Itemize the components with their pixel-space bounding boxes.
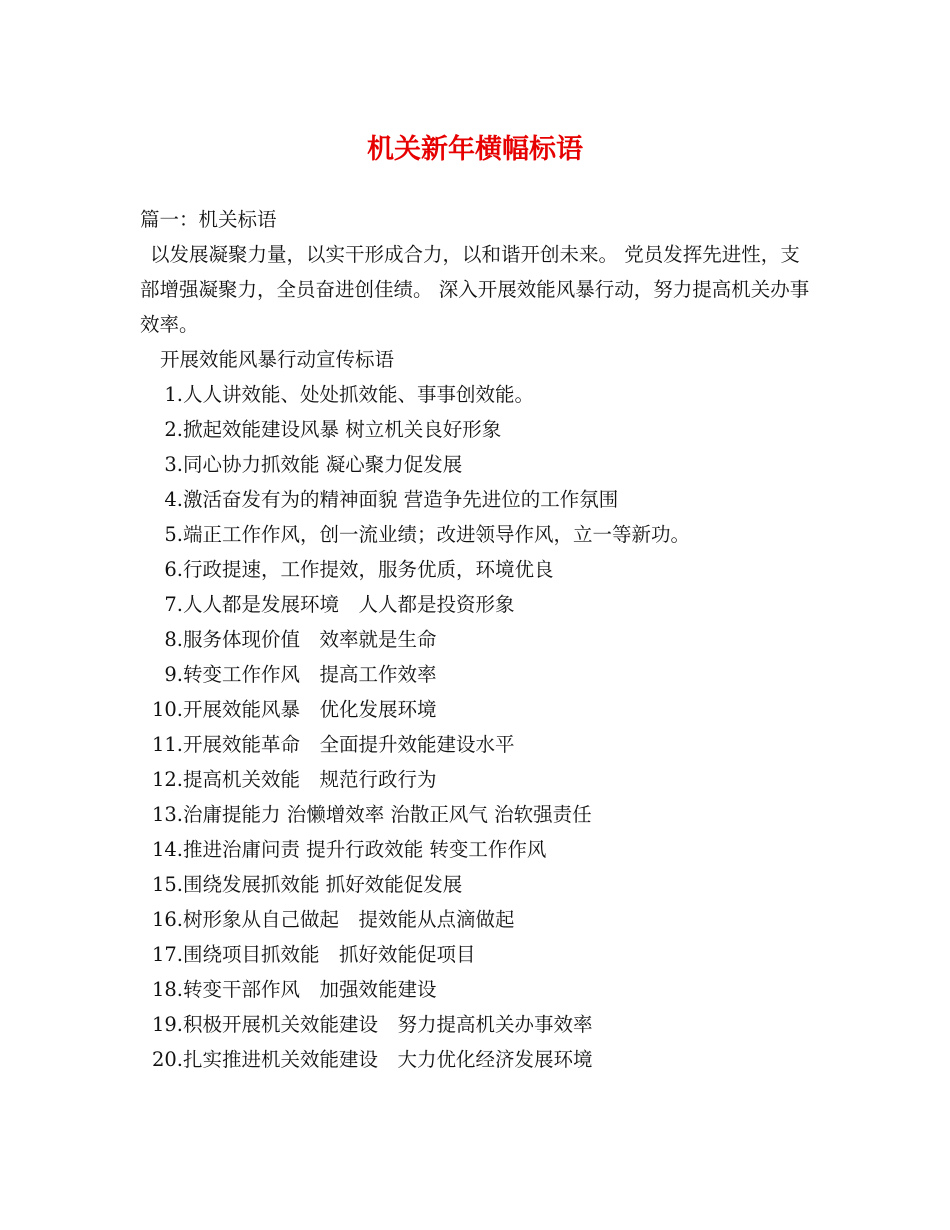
list-item (140, 377, 534, 412)
list-item-number: 19. (151, 1013, 183, 1036)
list-item-text: 扎实推进机关效能建设 大力优化经济发展环境 (183, 1048, 593, 1071)
list-item-text: 围绕项目抓效能 抓好效能促项目 (183, 943, 476, 966)
list-item-text: 行政提速，工作提效，服务优质，环境优良 (183, 558, 554, 581)
list-item (140, 937, 476, 972)
list-item (140, 1042, 593, 1077)
list-item-text: 积极开展机关效能建设 努力提高机关办事效率 (183, 1013, 593, 1036)
intro-paragraph: 以发展凝聚力量，以实干形成合力，以和谐开创未来。 党员发挥先进性，支部增强凝聚力，全员奋进创佳绩。 深入开展效能风暴行动，努力提高机关办事效率。 (140, 243, 810, 336)
list-item (140, 972, 437, 1007)
list-item-number: 10. (151, 698, 183, 721)
list-item-number: 20. (151, 1048, 183, 1071)
list-item-number: 14. (151, 838, 183, 861)
list-item (140, 692, 437, 727)
list-item-text: 人人都是发展环境 人人都是投资形象 (183, 593, 515, 616)
list-item-text: 人人讲效能、处处抓效能、事事创效能。 (183, 383, 535, 406)
list-item-text: 同心协力抓效能 凝心聚力促发展 (183, 453, 463, 476)
list-item-number: 6. (164, 558, 183, 581)
list-item (140, 517, 690, 552)
list-item-number: 15. (151, 873, 183, 896)
list-item-text: 激活奋发有为的精神面貌 营造争先进位的工作氛围 (183, 488, 619, 511)
list-item-text: 治庸提能力 治懒增效率 治散正风气 治软强责任 (183, 803, 592, 826)
list-item-text: 树形象从自己做起 提效能从点滴做起 (183, 908, 515, 931)
list-item (140, 902, 515, 937)
list-item (140, 762, 437, 797)
list-item-text: 掀起效能建设风暴 树立机关良好形象 (183, 418, 502, 441)
list-item (140, 482, 618, 517)
list-item-text: 开展效能革命 全面提升效能建设水平 (183, 733, 515, 756)
slogan-subheading: 开展效能风暴行动宣传标语 (160, 348, 395, 371)
list-item (140, 657, 437, 692)
list-item-number: 16. (151, 908, 183, 931)
list-item-text: 服务体现价值 效率就是生命 (183, 628, 437, 651)
list-item-text: 转变工作作风 提高工作效率 (183, 663, 437, 686)
list-item (140, 412, 501, 447)
list-item-text: 转变干部作风 加强效能建设 (183, 978, 437, 1001)
list-item (140, 622, 437, 657)
list-item-number: 7. (164, 593, 183, 616)
list-item-number: 5. (164, 523, 183, 546)
list-item (140, 832, 546, 867)
list-item (140, 867, 462, 902)
list-item-number: 1. (164, 383, 183, 406)
list-item-number: 12. (151, 768, 183, 791)
list-item-number: 3. (164, 453, 183, 476)
list-item (140, 1007, 593, 1042)
list-item (140, 447, 462, 482)
list-item (140, 727, 515, 762)
list-item-text: 推进治庸问责 提升行政效能 转变工作作风 (183, 838, 547, 861)
section-heading: 篇一：机关标语 (140, 208, 277, 231)
list-item-number: 9. (164, 663, 183, 686)
list-item-text: 开展效能风暴 优化发展环境 (183, 698, 437, 721)
list-item-text: 围绕发展抓效能 抓好效能促发展 (183, 873, 463, 896)
list-item-number: 8. (164, 628, 183, 651)
list-item-number: 13. (151, 803, 183, 826)
list-item-text: 提高机关效能 规范行政行为 (183, 768, 437, 791)
list-item-number: 17. (151, 943, 183, 966)
list-item (140, 587, 515, 622)
list-item (140, 552, 554, 587)
list-item-number: 18. (151, 978, 183, 1001)
document-title: 机关新年横幅标语 (367, 134, 583, 165)
list-item (140, 797, 592, 832)
list-item-text: 端正工作作风，创一流业绩；改进领导作风，立一等新功。 (183, 523, 691, 546)
list-item-number: 4. (164, 488, 183, 511)
list-item-number: 11. (151, 733, 183, 756)
list-item-number: 2. (164, 418, 183, 441)
